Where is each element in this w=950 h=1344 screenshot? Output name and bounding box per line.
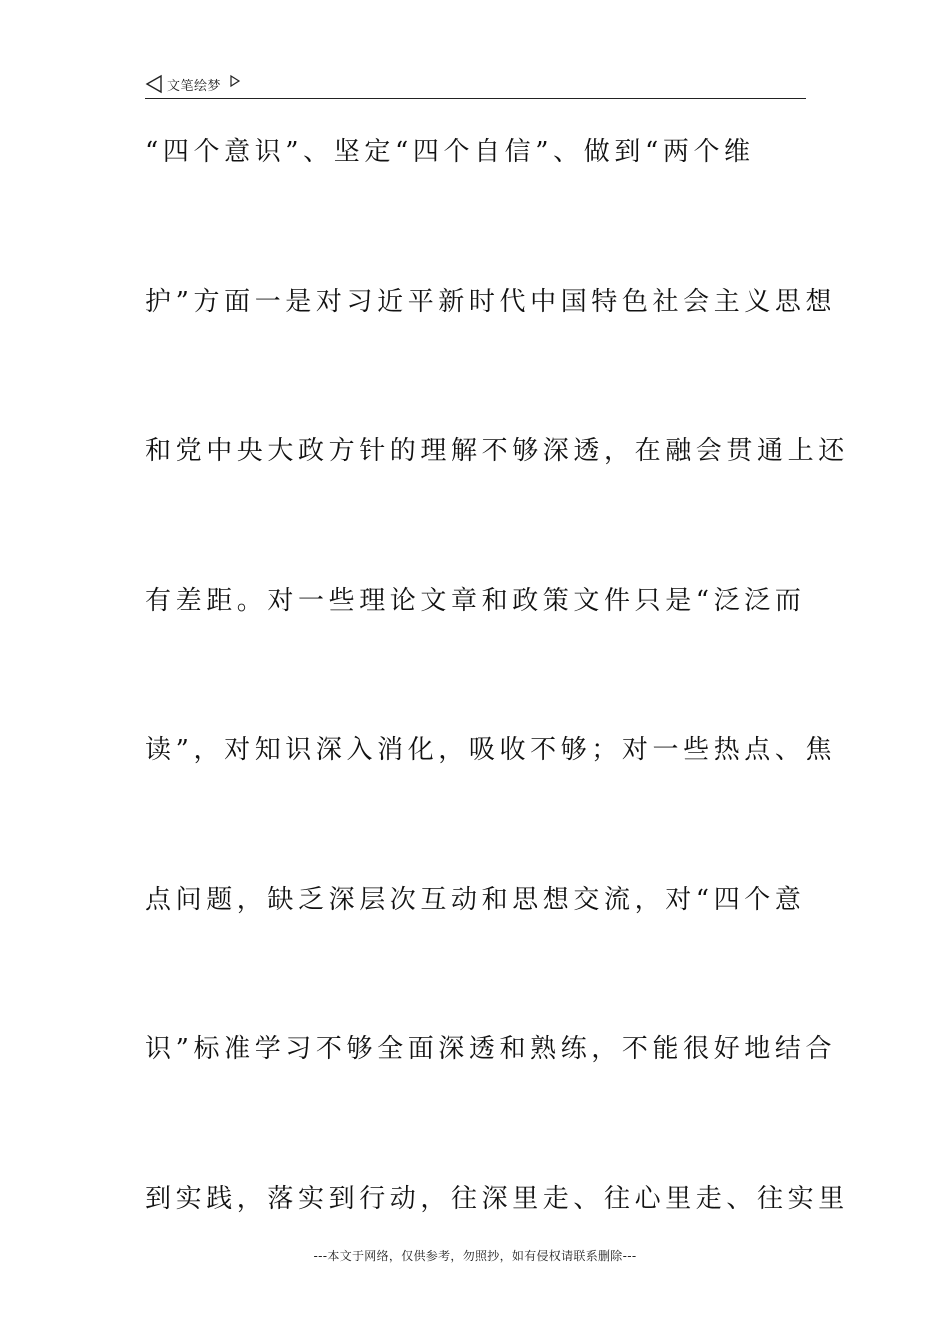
text-line: 点问题，缺乏深层次互动和思想交流，对“四个意 (145, 884, 806, 915)
text-line: 识”标准学习不够全面深透和熟练，不能很好地结合 (145, 1034, 837, 1064)
text-line: 护”方面一是对习近平新时代中国特色社会主义思想 (145, 286, 837, 317)
page-header (145, 70, 806, 99)
text-line: “四个意识”、坚定“四个自信”、做到“两个维 (145, 137, 755, 167)
text-line: 和党中央大政方针的理解不够深透，在融会贯通上还 (145, 436, 849, 466)
text-line: 读”，对知识深入消化，吸收不够；对一些热点、焦 (145, 735, 837, 765)
left-triangle-icon (145, 74, 163, 94)
text-line: 有差距。对一些理论文章和政策文件只是“泛泛而 (145, 585, 806, 616)
header-title: 文笔绘梦 (167, 78, 222, 94)
right-triangle-icon (229, 74, 241, 88)
text-line: 到实践，落实到行动，往深里走、往心里走、往实里 (145, 1183, 849, 1214)
page-footer: ---本文于网络，仅供参考，勿照抄，如有侵权请联系删除--- (313, 1249, 637, 1263)
body-text (145, 128, 849, 1324)
